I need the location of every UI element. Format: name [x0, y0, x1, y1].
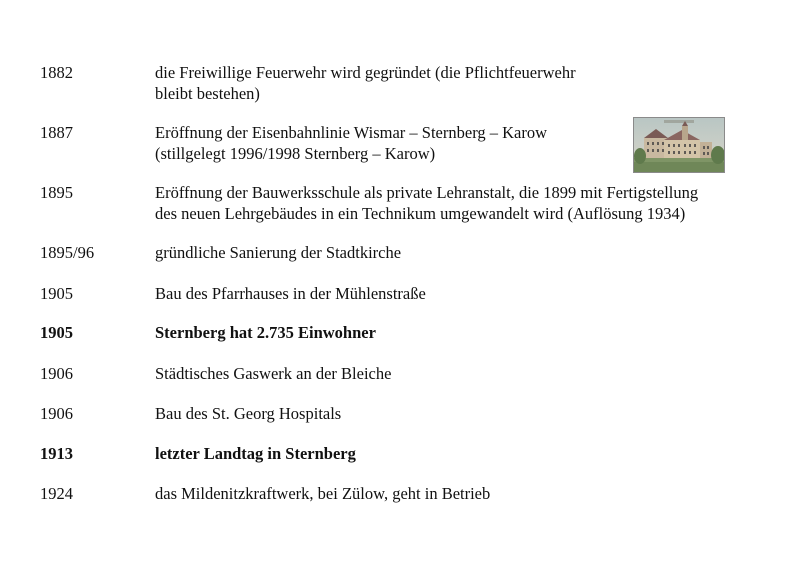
entry-line: Bau des Pfarrhauses in der Mühlenstraße — [155, 284, 426, 303]
entry-line: das Mildenitzkraftwerk, bei Zülow, geht in Betrieb — [155, 484, 491, 503]
entry-line: Städtisches Gaswerk an der Bleiche — [155, 364, 392, 383]
entry-year: 1906 — [40, 364, 73, 383]
entry-line: bleibt bestehen) — [155, 84, 260, 103]
entry-year: 1882 — [40, 63, 73, 82]
entry-line: Bau des St. Georg Hospitals — [155, 404, 342, 423]
entry-line: des neuen Lehrgebäudes in ein Technikum umgewandelt wird (Auflösung 1934) — [155, 204, 686, 223]
entry-year: 1913 — [40, 444, 73, 463]
entry-text — [155, 322, 745, 343]
entry-text — [155, 242, 745, 263]
entry-year: 1895 — [40, 183, 73, 202]
entry-text — [155, 363, 745, 384]
entry-line: (stillgelegt 1996/1998 Sternberg – Karow) — [155, 144, 436, 163]
entry-line: Sternberg hat 2.735 Einwohner — [155, 323, 376, 342]
entry-text — [155, 403, 745, 424]
historic-postcard-image — [633, 117, 725, 173]
school-building-picture — [634, 118, 724, 172]
entry-text — [155, 182, 745, 224]
entry-text — [155, 443, 745, 464]
entry-line: letzter Landtag in Sternberg — [155, 444, 356, 463]
entry-year: 1905 — [40, 323, 73, 342]
entry-line: Eröffnung der Eisenbahnlinie Wismar – Sternberg – Karow — [155, 123, 548, 142]
entry-line: Eröffnung der Bauwerksschule als private Lehranstalt, die 1899 mit Fertigstellung — [155, 183, 699, 202]
entry-year: 1906 — [40, 404, 73, 423]
entry-line: gründliche Sanierung der Stadtkirche — [155, 243, 402, 262]
entry-text — [155, 483, 745, 504]
entry-year: 1924 — [40, 484, 73, 503]
entry-line: die Freiwillige Feuerwehr wird gegründet (die Pflichtfeuerwehr — [155, 63, 576, 82]
entry-year: 1887 — [40, 123, 73, 142]
entry-year: 1905 — [40, 284, 73, 303]
entry-text — [155, 62, 745, 104]
entry-year: 1895/96 — [40, 243, 95, 262]
entry-text — [155, 283, 745, 304]
